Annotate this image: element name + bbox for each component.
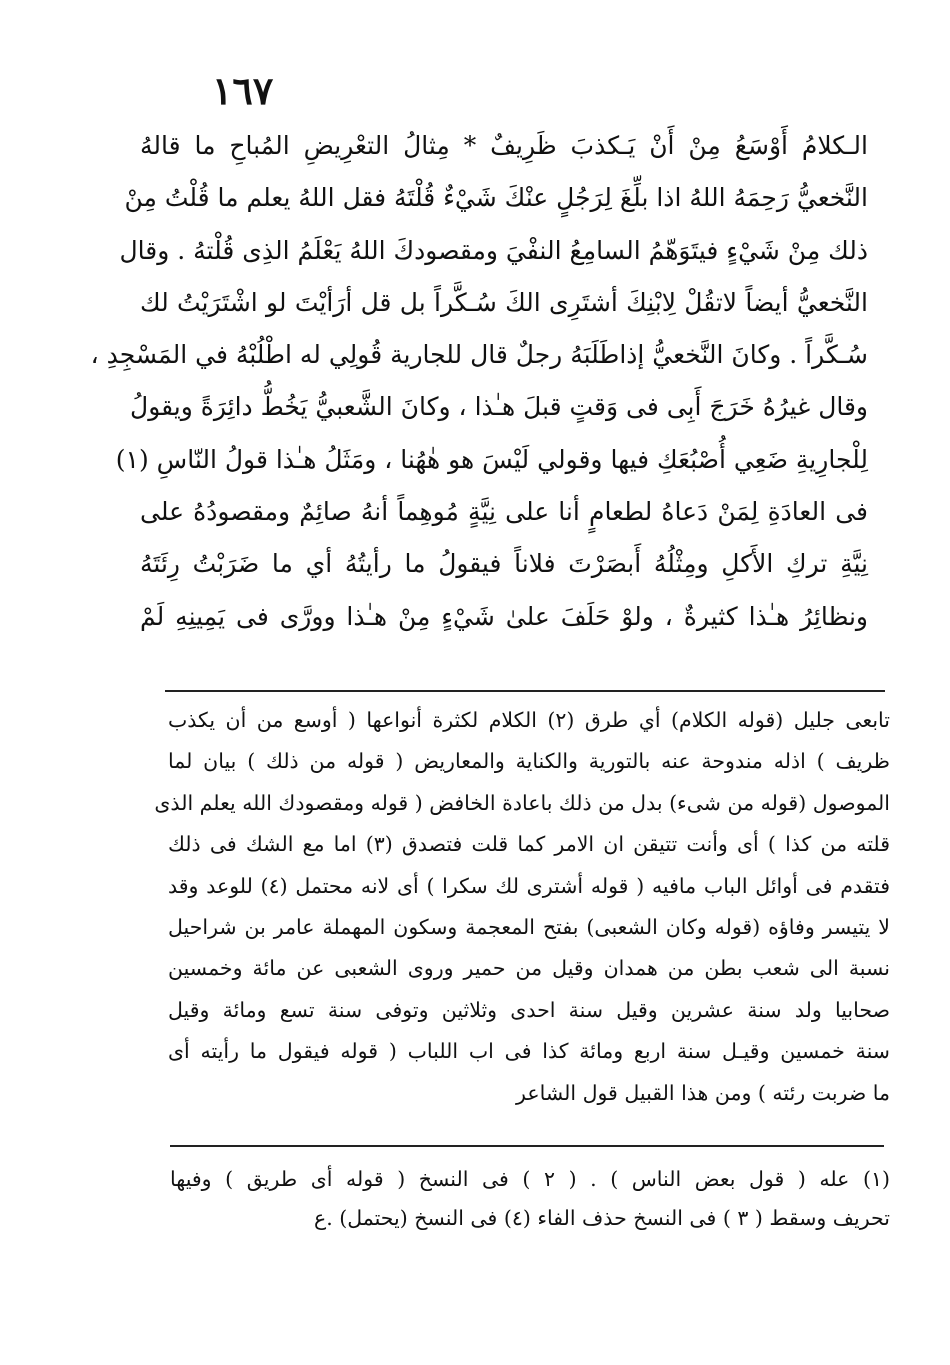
commentary-line: ظريف ) اذله مندوحة عنه بالتورية والكناية والمعاريض ( قوله من ذلك ) بيان لما: [168, 749, 890, 774]
commentary-line: ما ضربت رئته ) ومن هذا القبيل قول الشاعر: [516, 1080, 890, 1105]
commentary-line: صحابيا ولد سنة عشرين وقيل سنة احدى وثلاثين وتوفى سنة تسع ومائة وقيل: [168, 997, 890, 1022]
main-text-line: سُـكَّراً . وكانَ النَّخعيُّ إذاطَلَبَهُ رجلٌ قال للجارية قُولِي له اطْلُبْهُ في المَسْجِدِ ،: [90, 340, 868, 370]
commentary-line: لا يتيسر وفاؤه (قوله وكان الشعبى) بفتح المعجمة وسكون المهملة عامر بن شراحيل: [168, 914, 890, 939]
commentary: [154, 700, 890, 1114]
main-text-line: النَّخعيُّ رَحِمَهُ اللهُ اذا بلِّغَ لِرَجُلٍ عنْكَ شَيْءٌ قُلْتَهُ فقل اللهُ يعلم ما قُلْتُ مِنْ: [124, 183, 868, 213]
footnote-line: تحريف وسقط ( ٣ ) فى النسخ حذف الفاء (٤) فى النسخ (يحتمل) .ع: [313, 1206, 890, 1230]
section-divider: [165, 690, 885, 692]
commentary-line: الموصول (قوله من شىء) بدل من ذلك باعادة الخافض ( قوله ومقصودك الله يعلم الذى: [154, 790, 890, 815]
main-text-line: النَّخعيُّ أيضاً لاتقُلْ لِابْنِكَ أشتَرِى الكَ سُـكَّراً بل قل أرَأيْتَ لو اشْتَرَيْتُ لك: [140, 287, 868, 317]
main-text-line: لِلْجارِيةِ ضَعِي أُصْبُعَكِ فيها وقولي لَيْسَ هو هٰهُنا ، ومَثَلُ هـٰذا قولُ النّاسِ (١): [115, 444, 868, 474]
footnote-divider: [170, 1145, 884, 1147]
footnotes: [170, 1160, 890, 1238]
main-text-line: نِيَّةِ تركِ الأَكلِ ومِثْلُهُ أَبصَرْتَ فلاناً فيقولُ ما رأيتُهُ أي ما ضَرَبْتُ رِئَتَهُ: [140, 549, 868, 579]
main-text-line: ذلك مِنْ شَيْءٍ فيتَوَهّمُ السامِعُ النفْيَ ومقصودكَ اللهُ يَعْلَمُ الذِى قُلْتهُ . وقال: [119, 235, 868, 265]
commentary-line: نسبة الى شعب بطن من همدان وقيل من حمير وروى الشعبى عن مائة وخمسين: [168, 956, 890, 981]
page-number: ١٦٧: [212, 68, 274, 113]
commentary-line: تابعى جليل (قوله الكلام) أي طرق (٢) الكلام لكثرة أنواعها ( أوسع من أن يكذب: [168, 708, 890, 732]
footnote-line: (١) عله ( قول بعض الناس ) . ( ٢ ) فى النسخ ( قوله أى طريق ) وفيها: [170, 1167, 890, 1191]
commentary-line: قلته من كذا ) أى وأنت تتيقن ان الامر كما قلت فتصدق (٣) اما مع الشك فى ذلك: [168, 832, 890, 857]
main-text-line: فى العادَةِ لِمَنْ دَعاهُ لطعامٍ أنا على نِيَّةٍ مُوهِماً أنهُ صائِمٌ ومقصودُهُ على: [140, 497, 868, 527]
main-text-line: وقال غيرُهُ خَرَجَ أَبِى فى وَقتٍ قبلَ هـٰذا ، وكانَ الشَّعبيُّ يَخُطُّ دائِرَةً ويقولُ: [130, 392, 868, 422]
main-text-line: الـكلامُ أَوْسَعُ مِنْ أَنْ يَـكذبَ ظَرِيفٌ * مِثالُ التعْرِيضِ المُباحِ ما قالهُ: [140, 131, 868, 160]
main-text-line: ونظائِرُ هـٰذا كثيرةٌ ، ولوْ حَلَفَ علىٰ شَيْءٍ مِنْ هـٰذا وورَّى فى يَمِينِهِ لَمْ: [140, 601, 868, 631]
commentary-line: سنة خمسين وقيـل سنة اربع ومائة كذا فى اب اللباب ( قوله فيقول ما رأيته أى: [168, 1039, 890, 1064]
main-text: [90, 120, 868, 643]
commentary-line: فتقدم فى أوائل الباب مافيه ( قوله أشترى لك سكرا ) أى لانه محتمل (٤) للوعد وقد: [168, 873, 890, 898]
